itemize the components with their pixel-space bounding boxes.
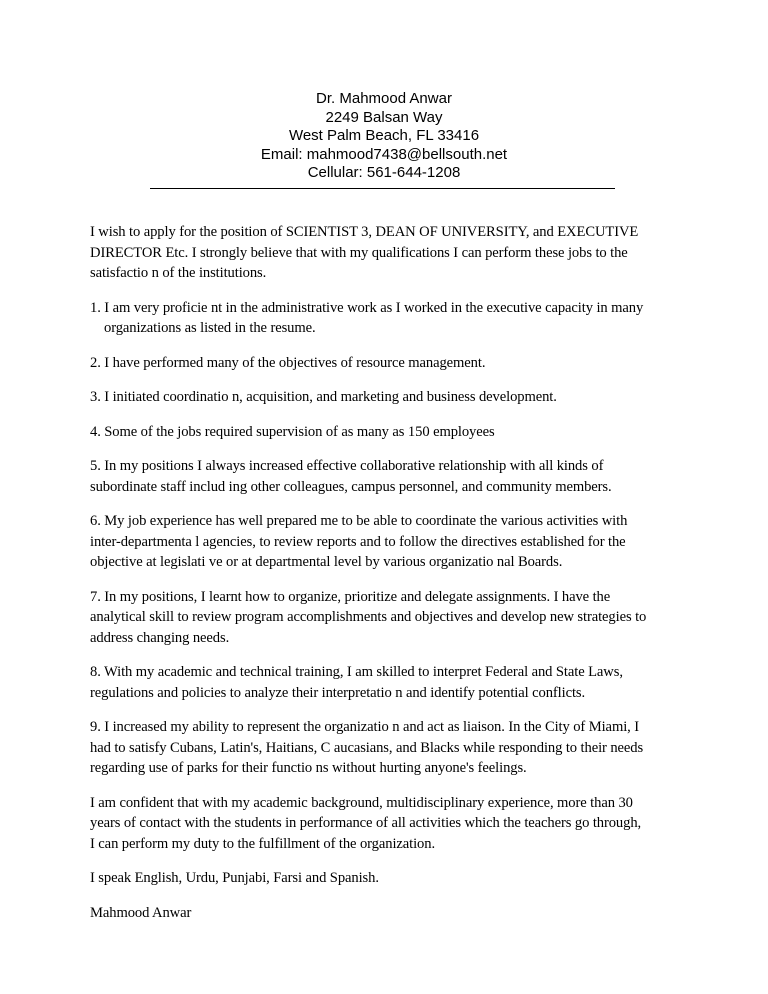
point-5-line: 5. In my positions I always increased effective collaborative relationship with all kinds of: [90, 458, 604, 474]
point-8-paragraph: [90, 662, 690, 703]
point-4-line: 4. Some of the jobs required supervision of as many as 150 employees: [90, 423, 495, 440]
point-6-line: objective at legislati ve or at departmental level by various organizatio nal Boards.: [90, 554, 563, 570]
intro-line: DIRECTOR Etc. I strongly believe that with my qualifications I can perform these jobs to the: [90, 244, 628, 261]
point-8-line: 8. With my academic and technical training, I am skilled to interpret Federal and State Laws,: [90, 664, 623, 680]
intro-line: satisfactio n of the institutions.: [90, 265, 267, 281]
point-9-line: had to satisfy Cubans, Latin's, Haitians, C aucasians, and Blacks while responding to their needs: [90, 739, 644, 756]
languages-line: I speak English, Urdu, Punjabi, Farsi and Spanish.: [90, 870, 379, 886]
closing-line: I am confident that with my academic background, multidisciplinary experience, more than 30: [90, 794, 633, 811]
point-8-line: regulations and policies to analyze their interpretatio n and identify potential conflicts.: [90, 684, 586, 701]
point-1-line: 1. I am very proficie nt in the administrative work as I worked in the executive capacity in many: [90, 299, 644, 316]
sender-email: Email: mahmood7438@bellsouth.net: [260, 145, 508, 163]
signature-paragraph: [90, 903, 690, 924]
point-6-line: inter-departmenta l agencies, to review reports and to follow the directives established for the: [90, 533, 626, 550]
closing-line: years of contact with the students in performance of all activities which the teachers go through,: [90, 815, 642, 831]
point-5-line: subordinate staff includ ing other colleagues, campus personnel, and community members.: [90, 478, 612, 495]
point-2-paragraph: [90, 353, 690, 374]
sender-name: Dr. Mahmood Anwar: [316, 90, 452, 107]
point-3-line: 3. I initiated coordinatio n, acquisition, and marketing and business development.: [90, 389, 557, 405]
point-7-line: 7. In my positions, I learnt how to organize, prioritize and delegate assignments. I have the: [90, 588, 611, 605]
point-1-line: organizations as listed in the resume.: [104, 320, 316, 336]
point-3-paragraph: [90, 387, 690, 408]
point-5-paragraph: [90, 456, 690, 497]
intro-line: I wish to apply for the position of SCIENTIST 3, DEAN OF UNIVERSITY, and EXECUTIVE: [90, 224, 639, 240]
closing-paragraph: [90, 793, 690, 855]
point-7-paragraph: [90, 587, 690, 649]
sender-city: West Palm Beach, FL 33416: [288, 127, 480, 144]
point-1-paragraph: [90, 298, 690, 339]
point-9-line: 9. I increased my ability to represent the organizatio n and act as liaison. In the City of Miami, I: [90, 719, 640, 735]
point-6-line: 6. My job experience has well prepared me to be able to coordinate the various activities with: [90, 513, 628, 529]
point-4-paragraph: [90, 422, 690, 443]
languages-paragraph: [90, 868, 690, 889]
letterhead: [0, 90, 768, 183]
point-7-line: address changing needs.: [90, 629, 230, 646]
signature-name: Mahmood Anwar: [90, 904, 192, 921]
point-2-line: 2. I have performed many of the objectives of resource management.: [90, 354, 486, 371]
intro-paragraph: [90, 222, 690, 284]
sender-cellular: Cellular: 561-644-1208: [307, 164, 461, 181]
header-divider: [150, 188, 615, 189]
letter-body: [90, 222, 690, 923]
point-6-paragraph: [90, 511, 690, 573]
point-7-line: analytical skill to review program accomplishments and objectives and develop new strategies to: [90, 609, 647, 625]
point-9-line: regarding use of parks for their functio ns without hurting anyone's feelings.: [90, 760, 527, 776]
point-9-paragraph: [90, 717, 690, 779]
sender-street: 2249 Balsan Way: [325, 108, 443, 126]
closing-line: I can perform my duty to the fulfillment of the organization.: [90, 835, 435, 852]
